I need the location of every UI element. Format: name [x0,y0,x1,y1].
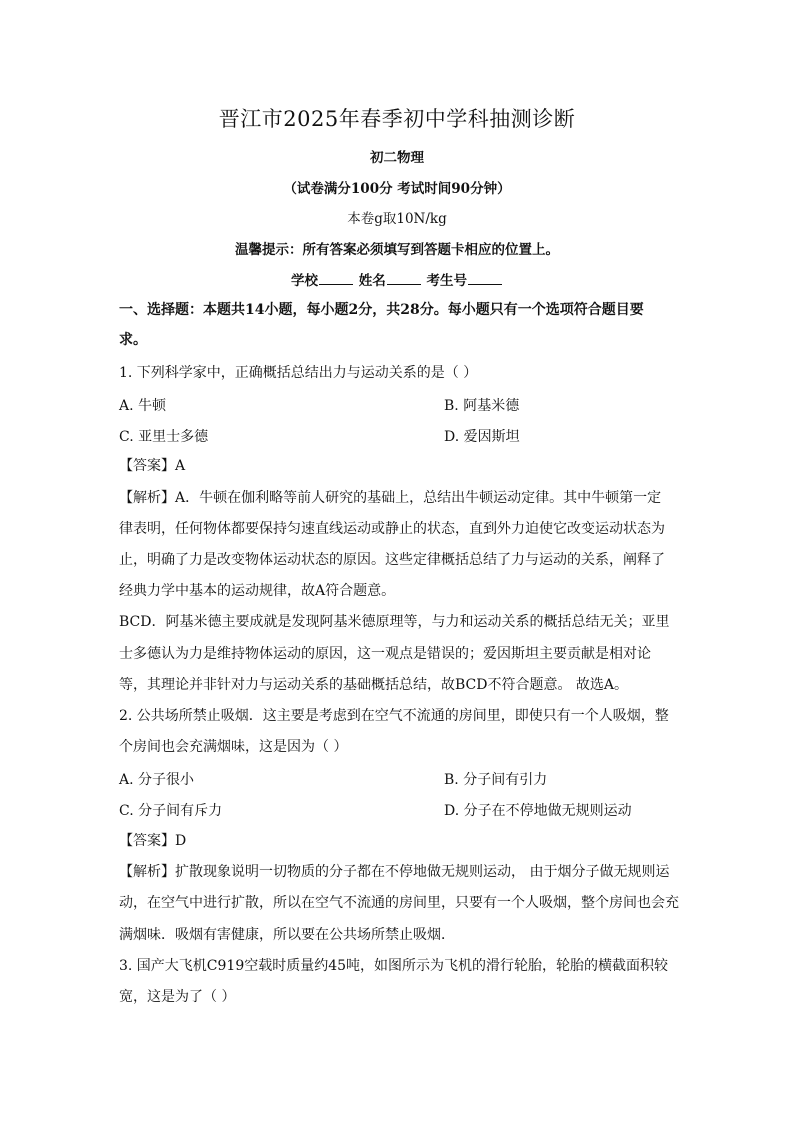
question-stem: 宽，这是为了（ ） [119,989,236,1005]
analysis-line: 【解析】扩散现象说明一切物质的分子都在不停地做无规则运动， 由于烟分子做无规则运 [119,864,670,880]
question-stem: 3. 国产大飞机C919空载时质量约45吨，如图所示为飞机的滑行轮胎，轮胎的横截面积较 [119,958,669,974]
g-value-note: 本卷g取10N/kg [347,211,447,227]
student-info-line [0,269,794,289]
analysis-line: 止，明确了力是改变物体运动状态的原因。这些定律概括总结了力与运动的关系，阐释了 [119,552,665,568]
analysis-line: 士多德认为力是维持物体运动的原因，这一观点是错误的；爱因斯坦主要贡献是相对论 [119,646,651,662]
analysis-line: 律表明，任何物体都要保持匀速直线运动或静止的状态，直到外力迫使它改变运动状态为 [119,521,665,537]
option-b: B. 阿基米德 [444,398,520,414]
option-d: D. 分子在不停地做无规则运动 [444,803,632,819]
section-heading-cont: 求。 [119,332,147,348]
school-blank [319,270,353,285]
answer-label: 【答案】A [119,458,186,474]
analysis-line: 等，其理论并非针对力与运动关系的基础概括总结，故BCD不符合题意。 故选A。 [119,677,629,693]
id-label: 考生号 [426,273,467,289]
section-heading: 一、选择题：本题共14小题，每小题2分，共28分。每小题只有一个选项符合题目要 [119,302,644,318]
id-blank [468,270,502,285]
subject-label: 初二物理 [370,150,424,166]
option-d: D. 爱因斯坦 [444,429,520,445]
analysis-line: 动，在空气中进行扩散，所以在空气不流通的房间里，只要有一个人吸烟，整个房间也会充 [119,895,679,911]
analysis-line: BCD．阿基米德主要成就是发现阿基米德原理等，与力和运动关系的概括总结无关；亚里 [119,614,670,630]
exam-title: 晋江市2025年春季初中学科抽测诊断 [218,107,576,131]
analysis-line: 【解析】A．牛顿在伽利略等前人研究的基础上，总结出牛顿运动定律。其中牛顿第一定 [119,490,662,506]
question-stem: 2. 公共场所禁止吸烟．这主要是考虑到在空气不流通的房间里，即使只有一个人吸烟，整 [119,708,669,724]
answer-label: 【答案】D [119,833,187,849]
analysis-line: 满烟味．吸烟有害健康，所以要在公共场所禁止吸烟． [119,927,455,943]
option-a: A. 分子很小 [119,772,195,788]
option-c: C. 分子间有斥力 [119,803,223,819]
notice: 温馨提示：所有答案必须填写到答题卡相应的位置上。 [235,242,559,258]
school-label: 学校 [291,273,319,289]
analysis-line: 经典力学中基本的运动规律，故A符合题意。 [119,583,396,599]
option-c: C. 亚里士多德 [119,429,209,445]
name-label: 姓名 [358,273,386,289]
question-stem: 个房间也会充满烟味，这是因为（ ） [119,739,348,755]
option-a: A. 牛顿 [119,398,167,414]
question-stem: 1. 下列科学家中，正确概括总结出力与运动关系的是（ ） [119,365,478,381]
name-blank [387,270,421,285]
option-b: B. 分子间有引力 [444,772,548,788]
exam-info: （试卷满分100分 考试时间90分钟） [283,181,511,197]
